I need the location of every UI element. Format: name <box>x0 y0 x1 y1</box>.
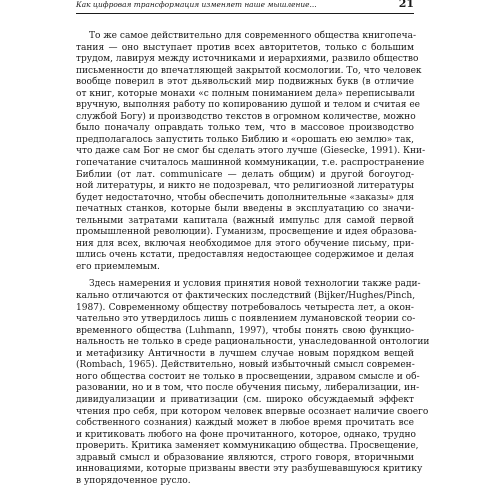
text-line: трудом, лавируя между источниками и иерархиями, развило общество <box>76 54 419 65</box>
text-line: и критиковать любого на фоне прочитанного, которое, однако, трудно <box>76 429 416 440</box>
text-line: шлись очень кстати, предоставляя недостающее содержимое и делая <box>76 250 414 261</box>
text-line: разовании, но и в том, что после обучения письму, либерализации, ин- <box>76 383 420 394</box>
text-line: инновациями, которые призваны ввести эту разбушевавшуюся критику <box>76 464 423 475</box>
text-line: собственного сознания) каждый может в любое время прочитать все <box>76 418 414 429</box>
text-line: чательно это утвердилось лишь с появлением лумановской теории со- <box>76 314 416 325</box>
text-line: То же самое действительно для современного общества книгопеча- <box>89 31 417 41</box>
text-line: проверить. Критика заменяет коммуникацию общества. Просвещение, <box>76 441 419 452</box>
text-line: ного общества состоит не только в просвещении, здравом смысле и об- <box>76 371 420 382</box>
text-line: от книг, которые монахи «с полным пониманием дела» переписывали <box>76 88 415 99</box>
text-line: службой Богу) и производство текстов в огромном количестве, можно <box>76 111 416 122</box>
text-line: и метафизику Античности в лучшем случае новым порядком вещей <box>76 348 414 359</box>
text-line: вообще поверил в этот дьявольский мир подвижных букв (в отличие <box>76 77 414 88</box>
paragraph <box>76 31 426 273</box>
text-line: печатных станков, которые были введены в эксплуатацию со значи- <box>76 204 414 215</box>
text-line: Здесь намерения и условия принятия новой технологии также ради- <box>89 279 421 290</box>
text-line: письменности до впечатляющей закрытой космологии. То, что человек <box>76 65 422 76</box>
text-line: в упорядоченное русло. <box>76 475 191 486</box>
text-line: дивидуализации и приватизации (см. широко обсуждаемый эффект <box>76 394 414 405</box>
text-line: нальность не только в среде рациональности, унаследованной онтологии <box>76 337 430 348</box>
text-line: ния для всех, включая необходимое для этого обучение письму, при- <box>76 238 414 249</box>
text-line: гопечатание считалось машинной коммуникации, т.е. распространение <box>76 158 425 169</box>
text-line: будет недостаточно, чтобы обеспечить дополнительные «заказы» для <box>76 192 414 203</box>
text-line: тания — оно выступает против всех авторитетов, только с большим <box>76 42 414 53</box>
text-line: кально отличаются от фактических последствий (Bijker/Hughes/Pinch, <box>76 291 416 302</box>
text-line: промышленной революции). Гуманизм, просвещение и идея образова- <box>76 227 417 238</box>
text-line: чтения про себя, при котором человек впервые осознает наличие своего <box>76 406 429 417</box>
running-head: Как цифровая трансформация изменяет наше мышление... <box>76 0 317 9</box>
text-line: предполагалось запустить только Библию и «орошать ею землю» так, <box>76 134 415 145</box>
page-number: 21 <box>398 0 414 10</box>
text-line: ной литературы, и никто не подозревал, что религиозной литературы <box>76 181 414 192</box>
text-line: временного общества (Luhmann, 1997), чтобы понять свою функцио- <box>76 325 414 336</box>
text-line: здравый смысл и образование являются, строго говоря, вторичными <box>76 452 414 463</box>
body-text <box>76 31 430 487</box>
text-line: что даже сам Бог не смог бы сделать этого лучше (Giesecke, 1991). Кни- <box>76 146 426 157</box>
text-line: вручную, выполняя работу по копированию душой и телом и считая ее <box>76 100 421 111</box>
text-line: было поначалу оправдать только тем, что в массовое производство <box>76 123 414 134</box>
paragraph <box>76 279 430 487</box>
text-line: Библии (от лат. communicare — делать общим) и другой богоугод- <box>76 169 414 180</box>
text-line: 1987). Современному обществу потребовалось четыреста лет, а окон- <box>76 302 414 313</box>
text-line: (Rombach, 1965). Действительно, новый избыточный смысл современ- <box>76 360 415 371</box>
page-header <box>76 0 414 14</box>
text-line: его приемлемым. <box>76 261 160 272</box>
text-line: тельными затратами капитала (важный импульс для самой первой <box>76 215 414 226</box>
